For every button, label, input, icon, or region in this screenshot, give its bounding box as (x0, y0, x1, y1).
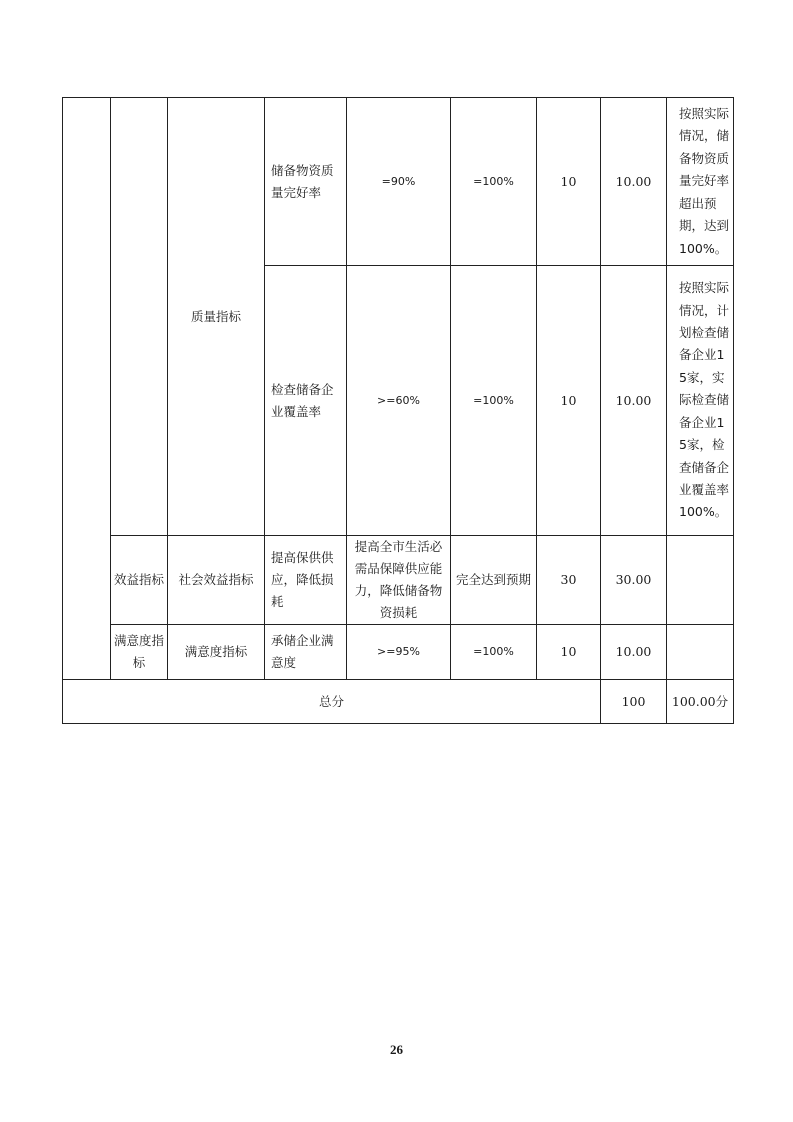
note-cell (667, 625, 734, 680)
weight-cell: 10 (537, 625, 601, 680)
table-row (63, 98, 734, 266)
level1-cell: 效益指标 (111, 536, 168, 625)
note-cell: 按照实际情况，储备物资质量完好率超出预期，达到100%。 (667, 98, 734, 266)
total-weight: 100 (601, 680, 667, 724)
page-number: 26 (390, 1042, 403, 1057)
target-cell: >=60% (347, 266, 451, 536)
level0-continuation-cell (63, 98, 111, 680)
quality-group-label: 质量指标 (168, 98, 265, 536)
actual-cell: =100% (451, 266, 537, 536)
table-row (63, 536, 734, 625)
target-cell: 提高全市生活必需品保障供应能力，降低储备物资损耗 (347, 536, 451, 625)
total-score: 100.00分 (667, 680, 734, 724)
indicator-cell: 承储企业满意度 (265, 625, 347, 680)
score-cell: 10.00 (601, 625, 667, 680)
note-cell (667, 536, 734, 625)
level1-continuation-cell (111, 98, 168, 536)
table-row (63, 625, 734, 680)
score-cell: 30.00 (601, 536, 667, 625)
total-label: 总分 (63, 680, 601, 724)
level2-cell: 社会效益指标 (168, 536, 265, 625)
indicator-cell: 检查储备企业覆盖率 (265, 266, 347, 536)
score-cell: 10.00 (601, 98, 667, 266)
weight-cell: 10 (537, 98, 601, 266)
weight-cell: 30 (537, 536, 601, 625)
performance-table (62, 97, 734, 724)
actual-cell: =100% (451, 98, 537, 266)
actual-cell: 完全达到预期 (451, 536, 537, 625)
target-cell: =90% (347, 98, 451, 266)
score-cell: 10.00 (601, 266, 667, 536)
actual-cell: =100% (451, 625, 537, 680)
note-cell: 按照实际情况，计划检查储备企业15家，实际检查储备企业15家，检查储备企业覆盖率100%。 (667, 266, 734, 536)
weight-cell: 10 (537, 266, 601, 536)
total-row (63, 680, 734, 724)
target-cell: >=95% (347, 625, 451, 680)
level2-cell: 满意度指标 (168, 625, 265, 680)
level1-cell: 满意度指标 (111, 625, 168, 680)
indicator-cell: 提高保供供应，降低损耗 (265, 536, 347, 625)
indicator-cell: 储备物资质量完好率 (265, 98, 347, 266)
